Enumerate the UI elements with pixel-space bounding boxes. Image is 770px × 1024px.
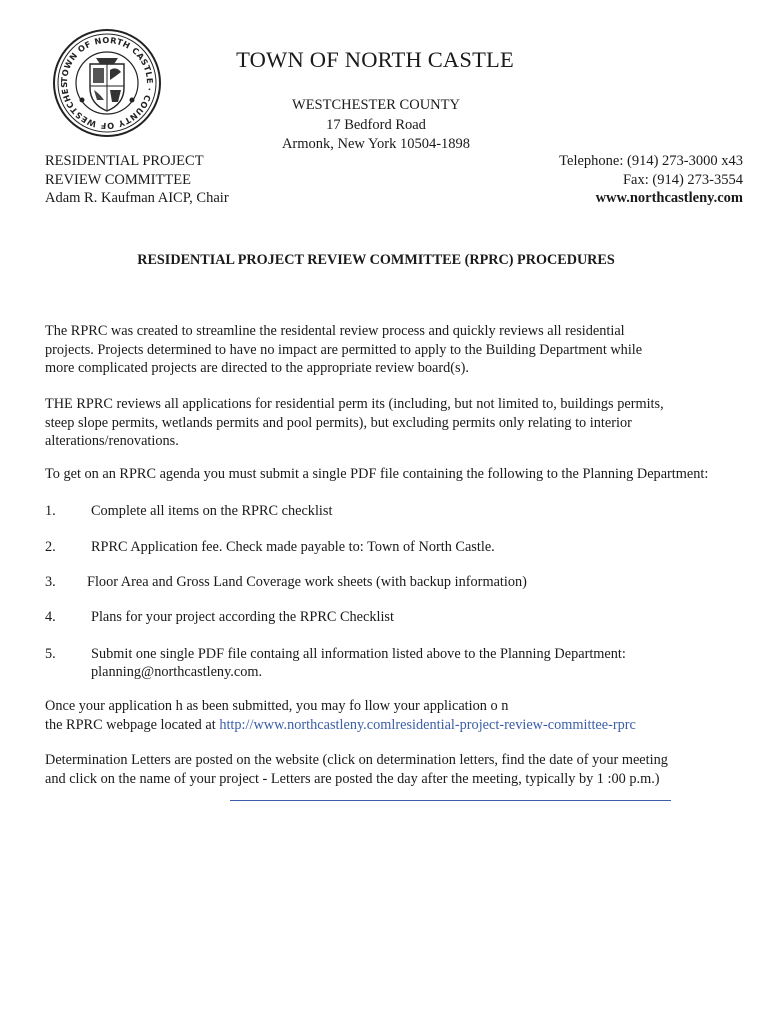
committee-chair: Adam R. Kaufman AICP, Chair [45,190,229,206]
rprc-webpage-link[interactable]: http://www.northcastleny.comlresidential-project-review-committee-rprc [219,716,636,733]
paragraph-line: and click on the name of your project - Letters are posted the day after the meeting, typically by 1 :00 p.m.) [45,770,660,787]
item-text: RPRC Application fee. Check made payable to: Town of North Castle. [91,539,495,555]
divider-line [230,800,671,801]
intro-paragraph [45,322,750,378]
agenda-instructions: To get on an RPRC agenda you must submit a single PDF file containing the following to the Planning Department: [45,466,709,482]
item-number: 2. [45,539,56,555]
contact-block [559,152,743,208]
link-prefix: the RPRC webpage located at [45,716,220,733]
paragraph-line: The RPRC was created to streamline the residental review process and quickly reviews all residential [45,323,625,339]
town-title: TOWN OF NORTH CASTLE [236,47,514,72]
follow-paragraph [45,697,750,734]
seal-text: TOWN OF NORTH CASTLE · COUNTY OF WESTCHES [58,34,156,132]
paragraph-line: projects. Projects determined to have no impact are permitted to apply to the Building Department while [45,341,643,358]
county-line: WESTCHESTER COUNTY [292,97,460,113]
item-number: 4. [45,609,56,625]
paragraph-line: more complicated projects are directed to the appropriate review board(s). [45,360,469,376]
telephone: Telephone: (914) 273-3000 x43 [559,153,743,169]
paragraph-line [45,716,750,735]
committee-line-1: RESIDENTIAL PROJECT [45,153,204,169]
website: www.northcastleny.com [595,190,743,206]
town-seal-logo [52,28,162,138]
item-text: Complete all items on the RPRC checklist [91,503,333,519]
item-text: Plans for your project according the RPRC Checklist [91,609,394,625]
item-number: 5. [45,646,56,662]
paragraph-line: THE RPRC reviews all applications for residential perm its (including, but not limited to, buildings permits, [45,396,664,412]
planning-email: planning@northcastleny.com. [91,664,263,680]
committee-block [45,152,229,208]
street-address: 17 Bedford Road [326,117,426,133]
item-number: 1. [45,503,56,519]
determination-paragraph [45,751,750,788]
item-number: 3. [45,574,56,590]
city-address: Armonk, New York 10504-1898 [281,136,471,152]
item-text: Submit one single PDF file containg all information listed above to the Planning Department: [91,646,626,662]
item-text: Floor Area and Gross Land Coverage work sheets (with backup information) [87,574,527,590]
paragraph-line: Determination Letters are posted on the website (click on determination letters, find the date of your meeting [45,752,668,768]
fax: Fax: (914) 273-3554 [622,171,743,188]
document-heading: RESIDENTIAL PROJECT REVIEW COMMITTEE (RPRC) PROCEDURES [137,252,615,268]
committee-line-2: REVIEW COMMITTEE [45,171,191,188]
paragraph-line: Once your application h as been submitted, you may fo llow your application o n [45,698,509,714]
scope-paragraph [45,395,750,451]
paragraph-line: steep slope permits, wetlands permits and pool permits), but excluding permits only relating to interior [45,414,632,431]
paragraph-line: alterations/renovations. [45,433,179,449]
